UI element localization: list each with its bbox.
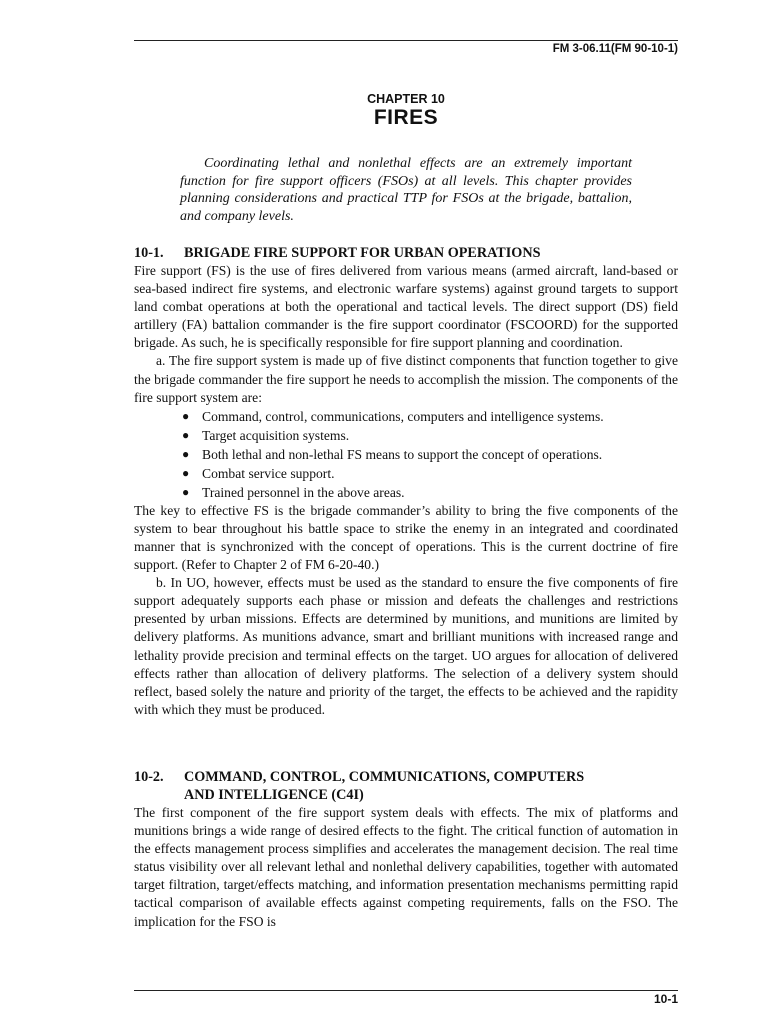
section-title: BRIGADE FIRE SUPPORT FOR URBAN OPERATIONS [184,245,541,261]
list-item: ● Both lethal and non-lethal FS means to support the concept of operations. [182,446,603,462]
paragraph: The key to effective FS is the brigade commander’s ability to bring the five components of the system to bear throughout his battle space to strike the enemy in an integrated and coordinated manner that is synchronized with the concept of operations. This is the current doctrine of fire support. (Refer to Chapter 2 of FM 6-20-40.) [134,502,678,573]
publication-number: FM 3-06.11(FM 90-10-1) [552,43,678,55]
section-title-line-1: COMMAND, CONTROL, COMMUNICATIONS, COMPUTERS [184,769,585,785]
section-10-1 [134,244,678,719]
paragraph: Fire support (FS) is the use of fires delivered from various means (armed aircraft, land-based or sea-based indirect fire systems, and electronic warfare systems) against ground targets to support land combat operations at both the operational and tactical levels. The direct support (DS) field artillery (FA) battalion commander is the fire support coordinator (FSCOORD) for the supported brigade. As such, he is specifically responsible for fire support planning and coordination. [134,263,678,351]
header-rule [134,40,678,41]
section-number: 10-2. [134,769,164,785]
section-title-line-2: AND INTELLIGENCE (C4I) [184,787,364,803]
list-item: ● Combat service support. [182,465,335,481]
paragraph: The first component of the fire support system deals with effects. The mix of platforms and munitions brings a wide range of desired effects to the fight. The critical function of automation in the effects management process simplifies and accelerates the management decision. The real time status visibility over all relevant lethal and nonlethal delivery capabilities, together with automated target filtration, target/effects matching, and information presentation mechanisms permitting rapid tactical comparison of available effects against competing requirements, falls on the FSO. The implication for the FSO is [134,805,678,929]
chapter-title: FIRES [373,106,439,129]
page-number: 10-1 [653,992,678,1006]
list-item: ● Trained personnel in the above areas. [182,484,405,500]
footer-rule [134,990,678,991]
bullet-icon: ● [182,446,190,461]
chapter-introduction: Coordinating lethal and nonlethal effects are an extremely important function for fire support officers (FSOs) at all levels. This chapter provides planning considerations and practical TTP for FSOs at the brigade, battalion, and company levels. [180,156,632,224]
list-item: ● Target acquisition systems. [182,427,350,443]
paragraph-b: b. In UO, however, effects must be used as the standard to ensure the five components of fire support adequately supports each phase or mission and defeats the challenges and restrictions presented by urban missions. Effects are determined by munitions, and munitions are limited by delivery platforms. As munitions advance, smart and brilliant munitions with increased range and lethality provide precision and terminal effects on the target. UO argues for allocation of delivered effects rather than allocation of delivery platforms. The selection of a delivery system should reflect, based solely the nature and priority of the target, the effects to be achieved and the rapidity with which they must be produced. [134,575,678,717]
chapter-number: CHAPTER 10 [367,92,445,106]
bullet-icon: ● [182,427,190,442]
paragraph-a: a. The fire support system is made up of five distinct components that function together to give the brigade commander the fire support he needs to accomplish the mission. The components of the fire support system are: [134,353,678,405]
list-item: ● Command, control, communications, computers and intelligence systems. [182,408,604,424]
section-number: 10-1. [134,245,164,261]
bullet-icon: ● [182,465,190,480]
section-heading [134,768,678,804]
component-list [134,407,678,502]
bullet-icon: ● [182,484,190,499]
section-10-2 [134,768,678,931]
section-heading [134,244,678,262]
bullet-icon: ● [182,408,190,423]
